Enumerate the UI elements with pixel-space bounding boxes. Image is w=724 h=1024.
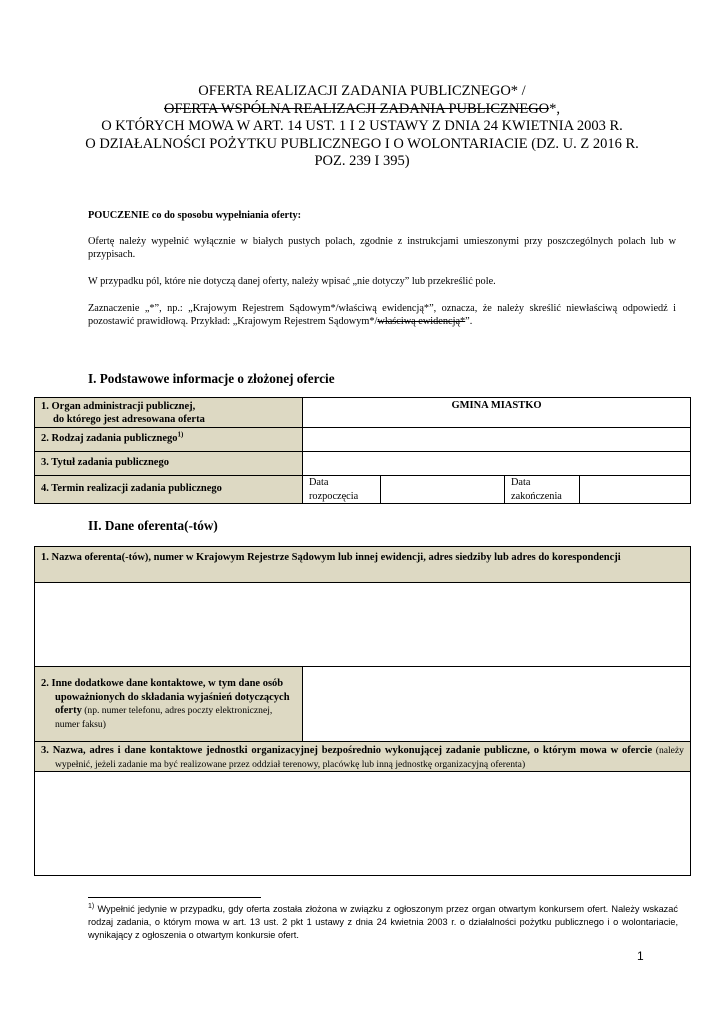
- section-2-heading: II. Dane oferenta(-tów): [88, 518, 218, 533]
- instructions-paragraph-3-text: Zaznaczenie „*”, np.: „Krajowym Rejestrem Sądowym*/właściwą ewidencją*”, oznacza, że należy skreślić niewłaściwą odpowiedź i pozostawić prawidłową. Przykład: „Krajowym Rejestrem Sądowym*/: [88, 303, 676, 327]
- unit-data-field[interactable]: [35, 772, 691, 876]
- instructions-paragraph-3-end: ”.: [465, 316, 473, 327]
- table-row: [35, 476, 691, 504]
- contact-data-label-text: 2. Inne dodatkowe dane kontaktowe, w tym dane osób upoważnionych do składania wyjaśnień dotyczących oferty: [41, 678, 290, 716]
- basic-info-table: [34, 397, 691, 504]
- end-date-label-line-2: zakończenia: [511, 490, 562, 502]
- unit-data-label-text: 3. Nazwa, adres i dane kontaktowe jednostki organizacyjnej bezpośrednio wykonującej zadanie publiczne, o którym mowa w ofercie: [41, 745, 653, 756]
- document-title: [60, 83, 664, 171]
- organ-label-line-2: do którego jest adresowana oferta: [53, 414, 205, 425]
- contact-data-label-hint: (np. numer telefonu, adres poczty elektronicznej, numer faksu): [55, 705, 273, 730]
- title-line-4: O DZIAŁALNOŚCI POŻYTKU PUBLICZNEGO I O WOLONTARIACIE (DZ. U. Z 2016 R.: [85, 135, 639, 152]
- unit-data-label: [35, 742, 691, 772]
- start-date-label-line-2: rozpoczęcia: [309, 490, 359, 502]
- table-row: [35, 583, 691, 667]
- start-date-label-line-1: Data: [309, 477, 329, 488]
- table-row: [35, 772, 691, 876]
- offeror-data-table: [34, 546, 691, 876]
- footnote-separator: [88, 897, 261, 898]
- instructions-example-strikethrough: właściwą ewidencją*: [377, 316, 466, 327]
- table-row: [35, 667, 691, 742]
- unit-data-label-hint: (należy wypełnić, jeżeli zadanie ma być realizowane przez oddział terenowy, placówkę lub inną jednostkę organizacyjną oferenta): [55, 745, 684, 770]
- contact-data-label: [35, 667, 303, 742]
- start-date-field[interactable]: [381, 476, 505, 504]
- organ-label: [35, 398, 303, 428]
- task-title-label: 3. Tytuł zadania publicznego: [35, 452, 303, 476]
- table-row: [35, 547, 691, 583]
- instructions-heading: POUCZENIE co do sposobu wypełniania oferty:: [88, 210, 302, 221]
- contact-data-field[interactable]: [303, 667, 691, 742]
- table-row: [35, 428, 691, 452]
- instructions-paragraph-1: Ofertę należy wypełnić wyłącznie w białych pustych polach, zgodnie z instrukcjami umieszonymi przy poszczególnych polach lub w przypisach.: [88, 236, 676, 260]
- page-number: 1: [637, 949, 644, 963]
- footnote: [88, 903, 678, 943]
- table-row: [35, 452, 691, 476]
- title-line-1: OFERTA REALIZACJI ZADANIA PUBLICZNEGO* /: [198, 83, 526, 99]
- task-type-field[interactable]: [303, 428, 691, 452]
- task-title-field[interactable]: [303, 452, 691, 476]
- section-1-heading: I. Podstawowe informacje o złożonej ofercie: [88, 371, 335, 386]
- offeror-name-label: 1. Nazwa oferenta(-tów), numer w Krajowym Rejestrze Sądowym lub innej ewidencji, adres siedziby lub adres do korespondencji: [35, 547, 691, 583]
- task-period-label: 4. Termin realizacji zadania publicznego: [35, 476, 303, 504]
- end-date-label-line-1: Data: [511, 477, 531, 488]
- footnote-text: Wypełnić jedynie w przypadku, gdy oferta została złożona w związku z ogłoszonym przez organ otwartym konkursem ofert. Należy wskazać rodzaj zadania, o którym mowa w art. 13 ust. 2 pkt 1 ustawy z dnia 24 kwietnia 2003 r. o działalności pożytku publicznego i o wolontariacie, wynikający z ogłoszenia o otwartym konkursie ofert.: [88, 904, 678, 941]
- task-type-label: [35, 428, 303, 452]
- organ-value-field[interactable]: GMINA MIASTKO: [303, 398, 691, 428]
- title-line-2: [60, 101, 664, 119]
- title-line-2-strikethrough: OFERTA WSPÓLNA REALIZACJI ZADANIA PUBLICZNEGO: [163, 100, 550, 117]
- table-row: [35, 398, 691, 428]
- offeror-name-field[interactable]: [35, 583, 691, 667]
- end-date-field[interactable]: [580, 476, 691, 504]
- end-date-label: [505, 476, 580, 504]
- task-type-label-text: 2. Rodzaj zadania publicznego: [41, 433, 178, 444]
- instructions-paragraph-3: [88, 302, 676, 328]
- title-line-5: POZ. 239 I 395): [314, 153, 410, 170]
- table-row: [35, 742, 691, 772]
- title-line-2-tail: *,: [549, 100, 561, 117]
- instructions-paragraph-2: W przypadku pól, które nie dotyczą danej oferty, należy wpisać „nie dotyczy” lub przekreślić pole.: [88, 276, 496, 287]
- title-line-3: O KTÓRYCH MOWA W ART. 14 UST. 1 I 2 USTAWY Z DNIA 24 KWIETNIA 2003 R.: [101, 118, 623, 135]
- footnote-mark: 1): [88, 902, 95, 910]
- organ-label-line-1: 1. Organ administracji publicznej,: [41, 401, 196, 412]
- footnote-reference: 1): [177, 430, 184, 439]
- start-date-label: [303, 476, 381, 504]
